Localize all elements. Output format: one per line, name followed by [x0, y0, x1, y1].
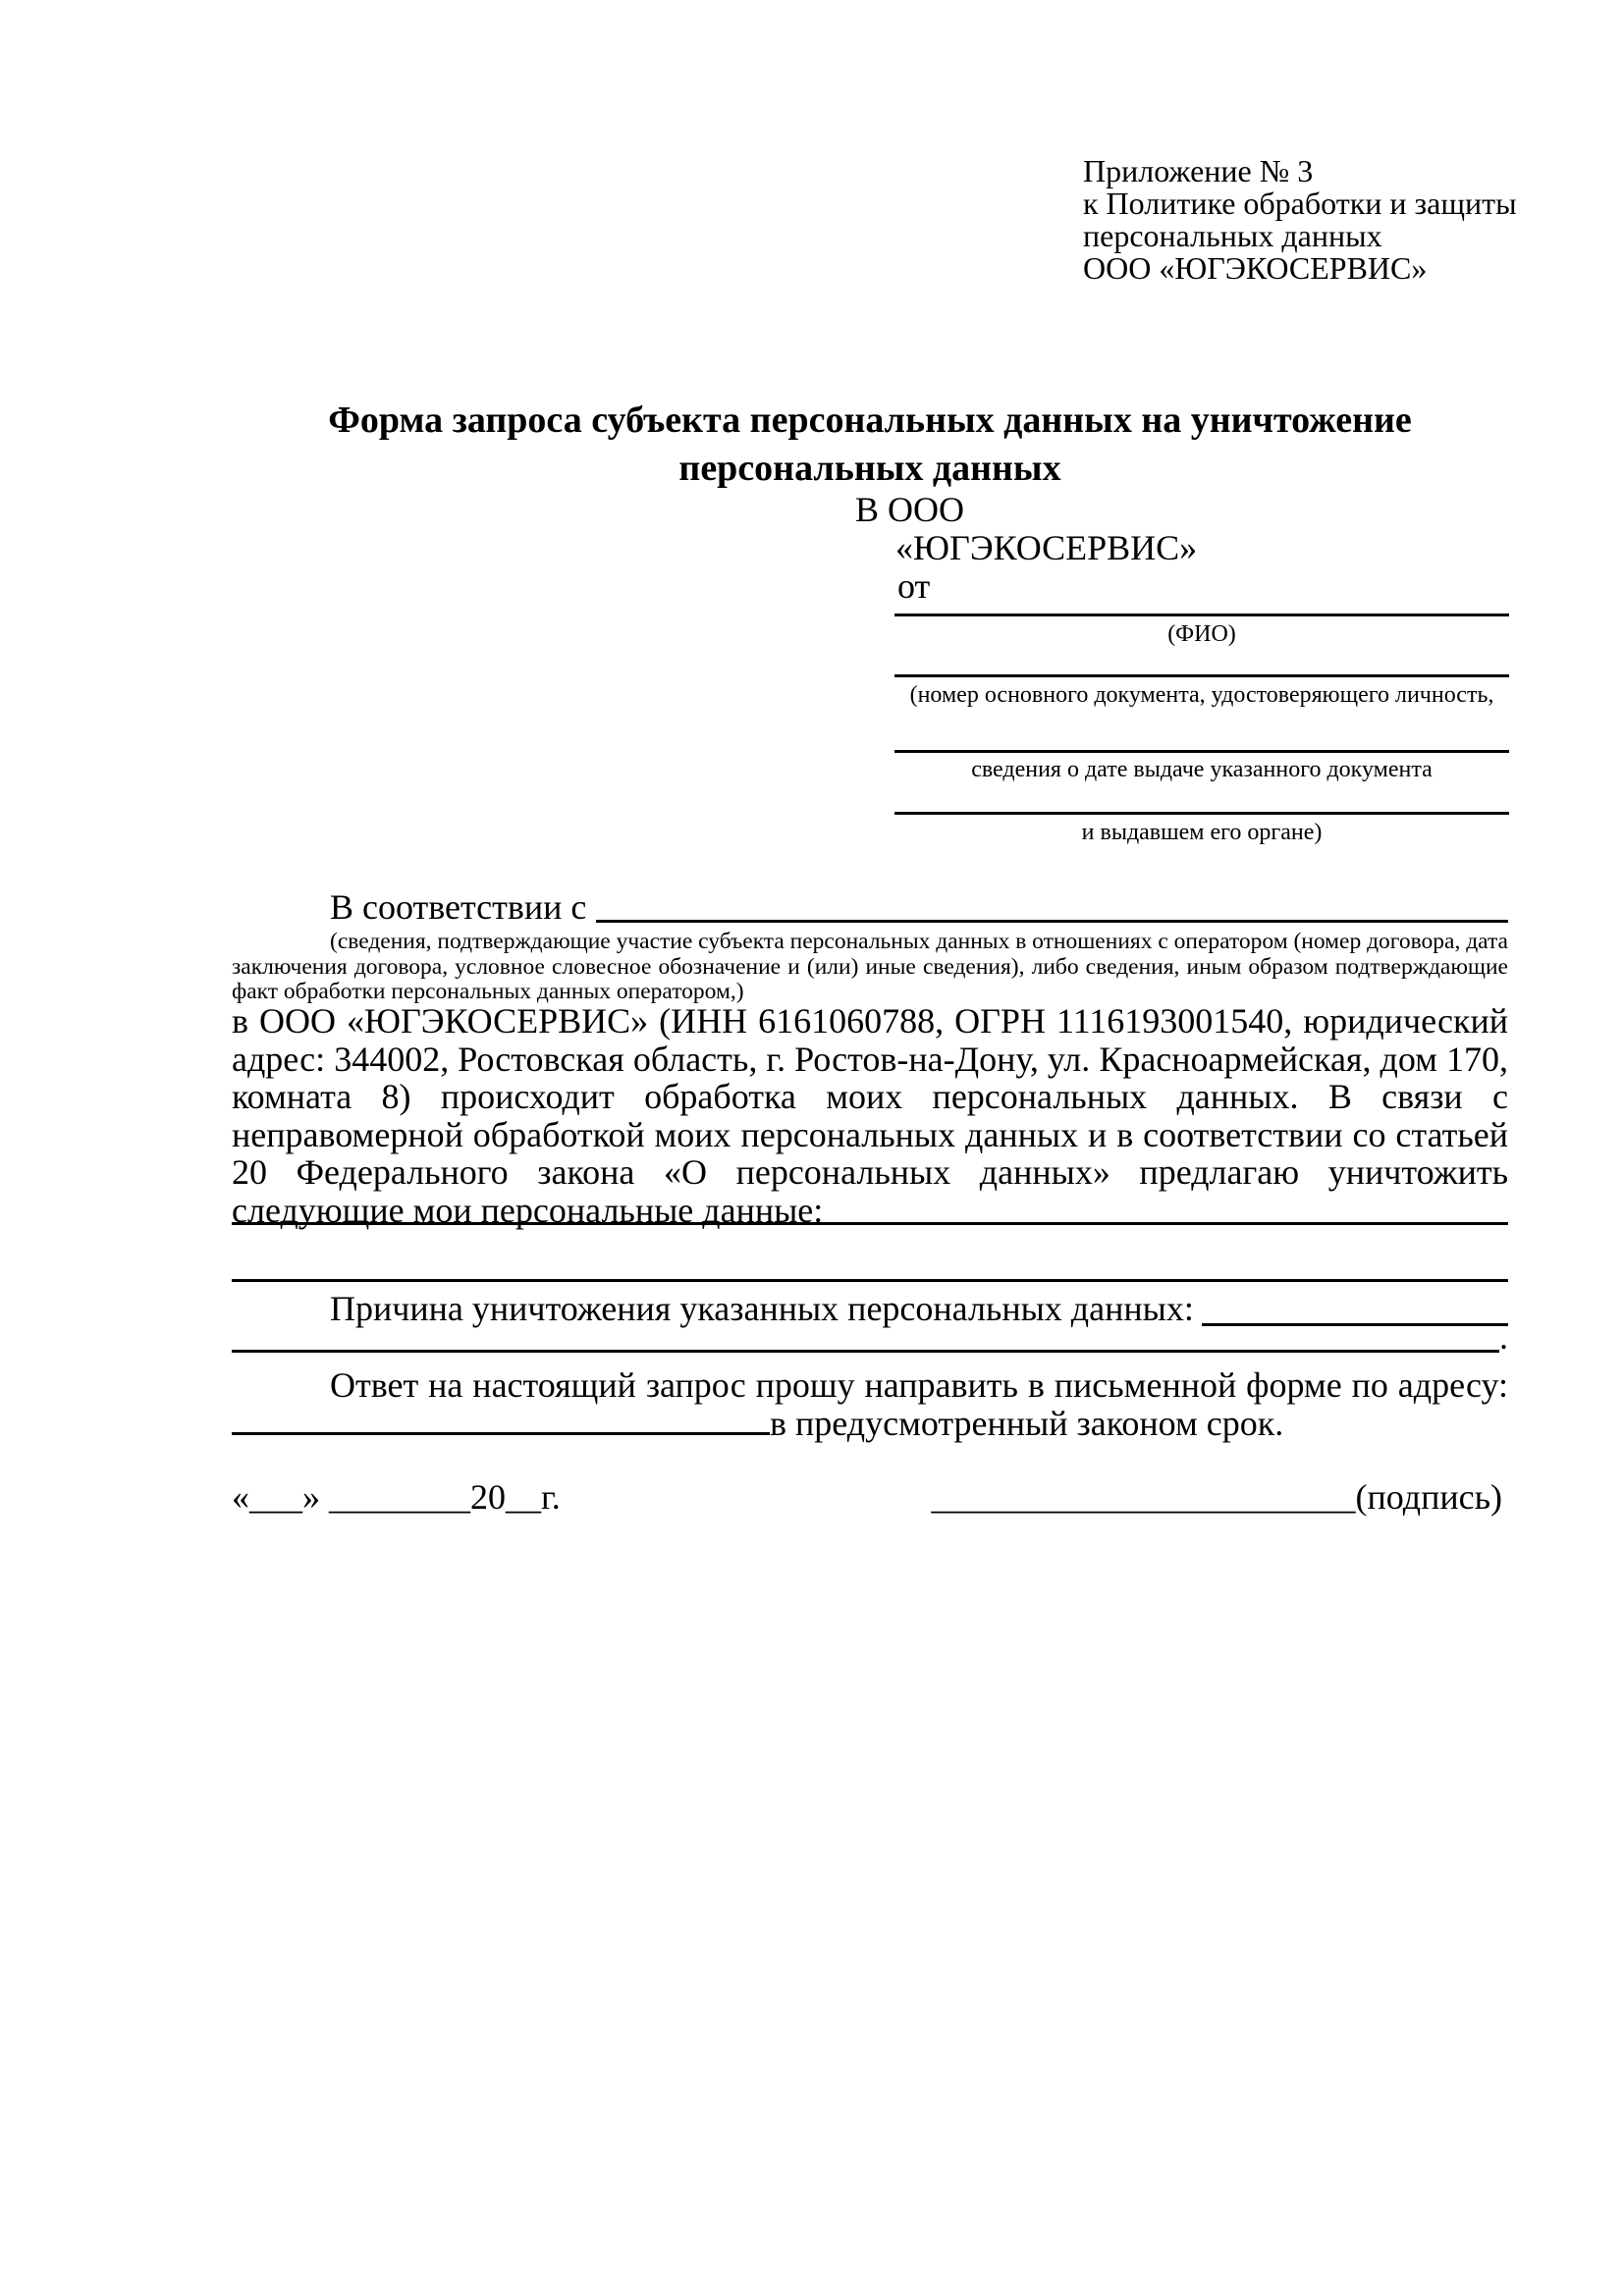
appendix-line: ООО «ЮГЭКОСЕРВИС»	[1083, 250, 1428, 286]
issuing-authority-caption: и выдавшем его органе)	[1081, 820, 1323, 845]
response-request-paragraph	[232, 1366, 1508, 1442]
body-paragraph: в ООО «ЮГЭКОСЕРВИС» (ИНН 6161060788, ОГРН 1116193001540, юридический адрес: 344002, Ростовская область, г. Ростов-на-Дону, ул. Красноармейская, дом 170, комната 8) происходит обработка моих персональных данных. В связи с неправомерной обработкой моих персональных данных и в соответствии со статьей 20 Федерального закона «О персональных данных» предлагаю уничтожить следующие мои персональные данные:	[232, 1001, 1508, 1230]
response-request-text: Ответ на настоящий запрос прошу направить в письменной форме по адресу:	[330, 1365, 1508, 1405]
reason-continuation-row	[232, 1318, 1508, 1356]
addressee-org-name: «ЮГЭКОСЕРВИС»	[895, 528, 1198, 567]
issue-date-blank-field[interactable]	[894, 750, 1509, 753]
reason-continuation-blank-field[interactable]	[232, 1318, 1499, 1353]
issuing-authority-blank-field[interactable]	[894, 812, 1509, 815]
personal-data-blank-line-1[interactable]	[232, 1191, 1508, 1225]
accordance-blank-field[interactable]	[596, 888, 1508, 923]
sentence-terminator: .	[1499, 1317, 1508, 1357]
identity-document-number-blank-field[interactable]	[894, 674, 1509, 677]
accordance-lead-label: В соответствии с	[330, 887, 587, 927]
appendix-line: персональных данных	[1083, 218, 1382, 253]
response-address-blank-field[interactable]	[232, 1405, 770, 1435]
accordance-note: (сведения, подтверждающие участие субъекта персональных данных в отношениях с оператором (номер договора, дата заключения договора, условное словесное обозначение и (или) иные сведения), либо сведения, иным образом подтверждающие факт обработки персональных данных оператором,)	[232, 929, 1508, 1004]
addressee-from-label: от	[897, 566, 931, 606]
form-title: Форма запроса субъекта персональных данных на уничтожение персональных данных	[328, 400, 1412, 489]
date-blank-field[interactable]: «___» ________20__г.	[232, 1477, 561, 1517]
response-tail-text: в предусмотренный законом срок.	[770, 1403, 1284, 1443]
appendix-block	[1083, 155, 1517, 285]
reason-label: Причина уничтожения указанных персональных данных:	[330, 1289, 1194, 1328]
issue-date-caption: сведения о дате выдаче указанного документа	[971, 757, 1433, 782]
addressee-org-prefix: В ООО	[855, 490, 965, 529]
appendix-line: Приложение № 3	[1083, 153, 1314, 188]
appendix-line: к Политике обработки и защиты	[1083, 186, 1517, 221]
fio-blank-field[interactable]	[894, 614, 1509, 616]
fio-caption: (ФИО)	[1167, 621, 1236, 647]
signature-blank-field[interactable]: ________________________(подпись)	[931, 1477, 1502, 1517]
date-signature-row	[232, 1478, 1502, 1516]
personal-data-blank-line-2[interactable]	[232, 1248, 1508, 1282]
accordance-row	[232, 888, 1508, 926]
identity-document-number-caption: (номер основного документа, удостоверяющего личность,	[909, 682, 1494, 708]
